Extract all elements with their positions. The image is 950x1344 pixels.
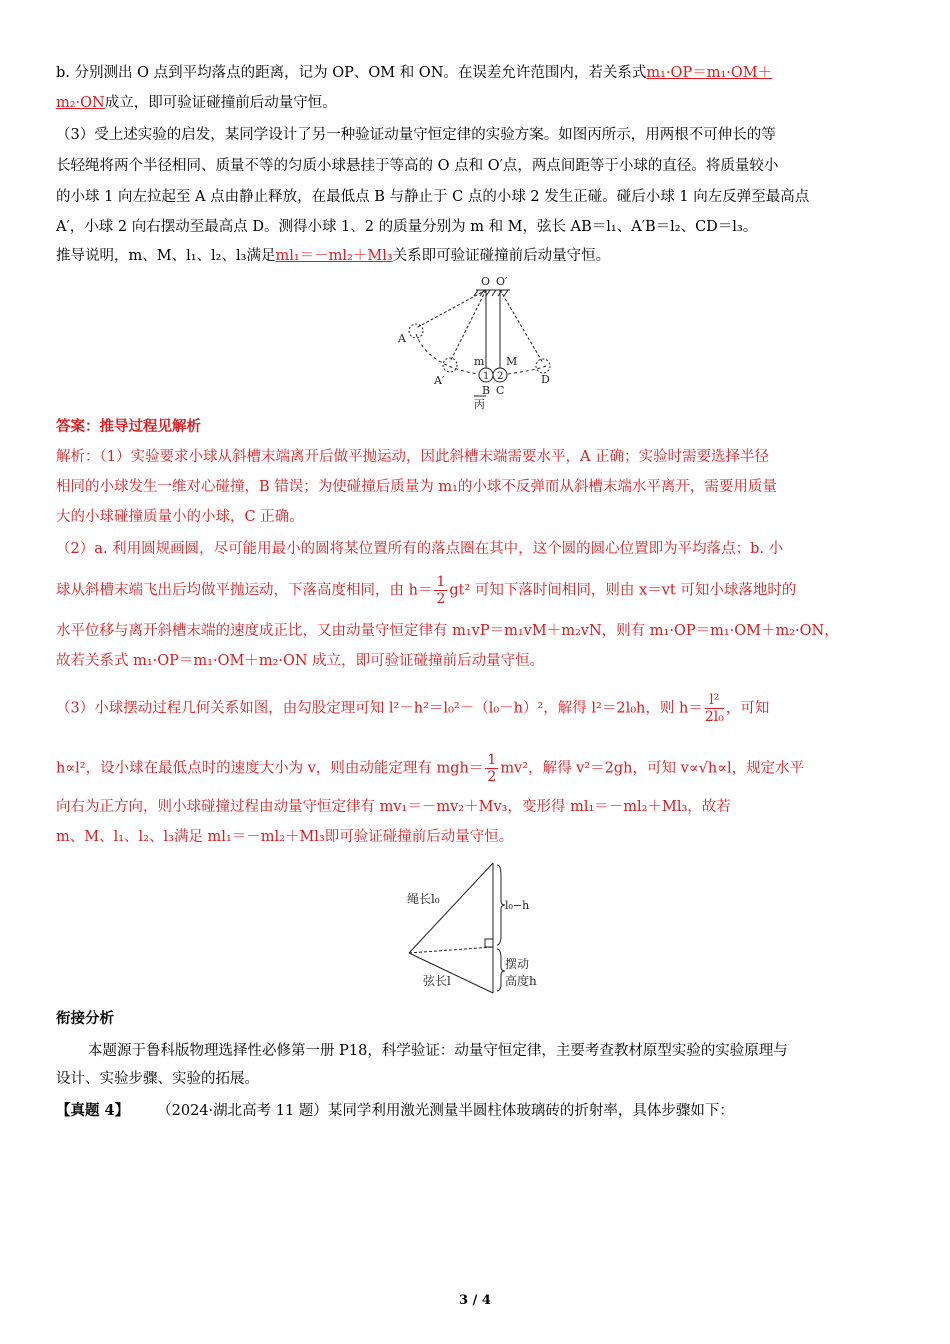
label-swing: 摆动 (505, 957, 530, 971)
label-ball-2: 2 (497, 371, 504, 382)
answer-blank: m₁·OP＝m₁·OM＋ (646, 65, 773, 81)
analysis-line: 向右为正方向，则小球碰撞过程由动量守恒定律有 mv₁＝－mv₂＋Mv₃，变形得 ml₁＝－ml₂＋Ml₃，故若 (56, 799, 731, 815)
section-title: 衔接分析 (56, 1010, 114, 1027)
text-line: m₂·ON成立，即可验证碰撞前后动量守恒。 (56, 95, 337, 111)
label-C: C (496, 384, 505, 397)
section-paragraph: 本题源于鲁科版物理选择性必修第一册 P18，科学验证：动量守恒定律，主要考查教材原型实验的实验原理与 (88, 1043, 788, 1059)
analysis-line: 相同的小球发生一维对心碰撞，B 错误；为使碰撞后质量为 m₁的小球不反弹而从斜槽末端水平离开，需要用质量 (56, 479, 777, 495)
question-line: 【真题 4】 （2024·湖北高考 11 题）某同学利用激光测量半圆柱体玻璃砖的折射率，具体步骤如下： (56, 1102, 734, 1119)
geometry-diagram (405, 855, 555, 997)
text-line: 长轻绳将两个半径相同、质量不等的匀质小球悬挂于等高的 O 点和 O′点，两点间距等于小球的直径。将质量较小 (56, 158, 779, 174)
label-O: O (481, 275, 491, 288)
label-height: 高度h (505, 974, 537, 988)
analysis-line: 球从斜槽末端飞出后均做平抛运动，下落高度相同，由 h＝ $\frac{1}{2}$ gt² 可知下落时间相同，则由 x＝vt 可知小球落地时的 (56, 574, 797, 607)
label-A-prime: A′ (434, 374, 445, 387)
section-paragraph: 设计、实验步骤、实验的拓展。 (56, 1071, 259, 1087)
answer-blank: m₂·ON (56, 95, 105, 111)
text-line: 推导说明，m、M、l₁、l₂、l₃满足ml₁＝－ml₂＋Ml₃关系即可验证碰撞前后动量守恒。 (56, 248, 611, 264)
text-line: （3）受上述实验的启发，某同学设计了另一种验证动量守恒定律的实验方案。如图丙所示，用两根不可伸长的等 (56, 127, 776, 143)
analysis-line: （3）小球摆动过程几何关系如图，由勾股定理可知 l²－h²＝l₀²－（l₀－h）²，解得 l²＝2l₀h，则 h＝ $\frac{\text{l²}}{\text{2l₀}}$ ，可知 (56, 692, 770, 725)
answer-blank: ml₁＝－ml₂＋Ml₃ (275, 248, 393, 264)
label-l0-minus-h: l₀−h (505, 899, 530, 912)
figure-caption: 丙 (474, 398, 485, 410)
answer-line: 答案：推导过程见解析 (56, 418, 201, 435)
label-rope-length: 绳长l₀ (407, 892, 440, 906)
label-D: D (541, 373, 550, 386)
text-line: b. 分别测出 O 点到平均落点的距离，记为 OP、OM 和 ON。在误差允许范围内，若关系式m₁·OP＝m₁·OM＋ (56, 65, 773, 81)
text-line: A′，小球 2 向右摆动至最高点 D。测得小球 1、2 的质量分别为 m 和 M，弦长 AB＝l₁、A′B＝l₂、CD＝l₃。 (56, 219, 758, 235)
label-m: m (474, 355, 485, 368)
analysis-line: h∝l²，设小球在最低点时的速度大小为 v，则由动能定理有 mgh＝ $\frac{1}{2}$ mv²，解得 v²＝2gh，可知 v∝√h∝l，规定水平 (56, 752, 805, 785)
pendulum-diagram (388, 270, 568, 410)
label-B: B (482, 384, 491, 397)
label-M: M (506, 355, 518, 368)
analysis-line: （2）a. 利用圆规画圆，尽可能用最小的圆将某位置所有的落点圈在其中，这个圆的圆心位置即为平均落点；b. 小 (56, 541, 784, 557)
question-label: 【真题 4】 (56, 1102, 130, 1119)
label-O-prime: O′ (496, 275, 508, 288)
label-ball-1: 1 (483, 371, 490, 382)
page-number: 3 / 4 (459, 1293, 491, 1308)
analysis-line: 故若关系式 m₁·OP＝m₁·OM＋m₂·ON 成立，即可验证碰撞前后动量守恒。 (56, 653, 545, 669)
analysis-line: m、M、l₁、l₂、l₃满足 ml₁＝－ml₂＋Ml₃即可验证碰撞前后动量守恒。 (56, 829, 514, 845)
analysis-line: 大的小球碰撞质量小的小球，C 正确。 (56, 509, 304, 525)
label-A: A (398, 332, 406, 345)
label-chord-length: 弦长l (423, 974, 451, 988)
analysis-line: 水平位移与离开斜槽末端的速度成正比，又由动量守恒定律有 m₁vP＝m₁vM＋m₂vN，则有 m₁·OP＝m₁·OM＋m₂·ON， (56, 623, 839, 639)
text-line: 的小球 1 向左拉起至 A 点由静止释放，在最低点 B 与静止于 C 点的小球 2 发生正碰。碰后小球 1 向左反弹至最高点 (56, 189, 810, 205)
analysis-line: 解析：（1）实验要求小球从斜槽末端离开后做平抛运动，因此斜槽末端需要水平，A 正确；实验时需要选择半径 (56, 449, 770, 465)
